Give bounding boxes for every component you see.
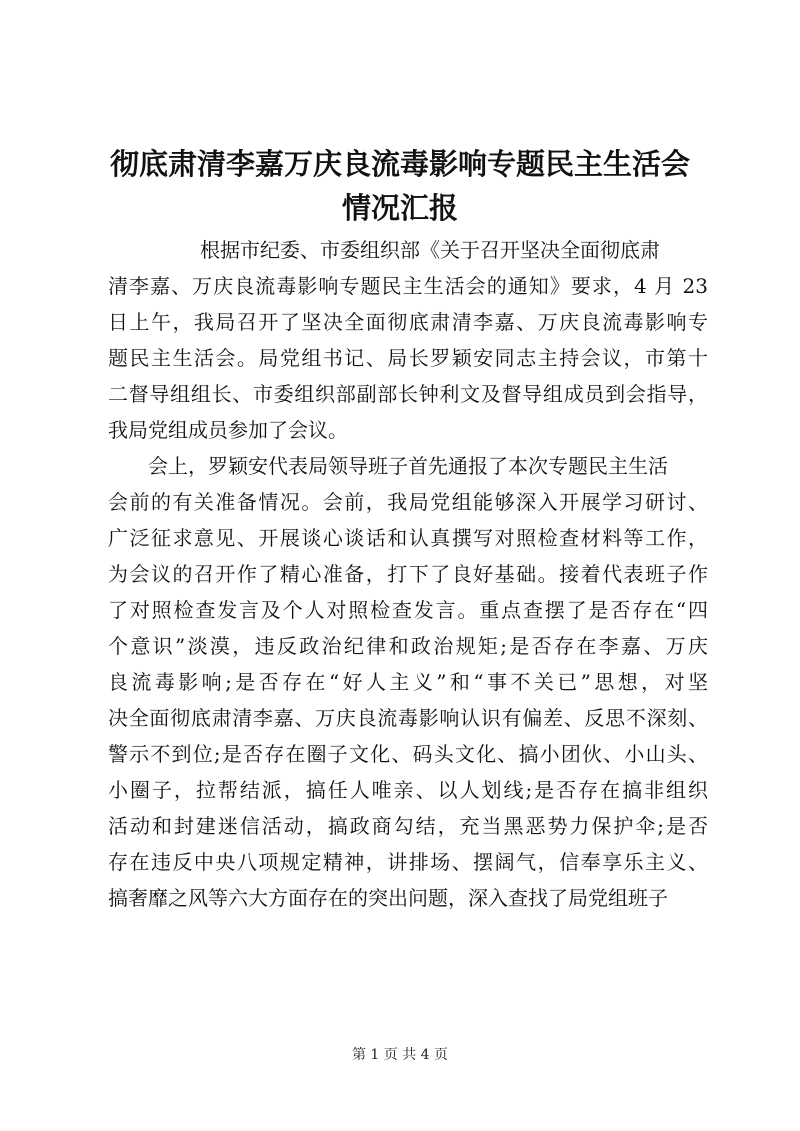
document-title [100,142,700,230]
text-line: 会前的有关准备情况。会前，我局党组能够深入开展学习研讨、 [108,490,708,514]
text-line: 为会议的召开作了精心准备，打下了良好基础。接着代表班子作 [108,562,708,586]
page-number: 第 1 页 共 4 页 [351,1047,449,1063]
text-line: 日上午，我局召开了坚决全面彻底肃清李嘉、万庆良流毒影响专 [108,310,708,334]
text-line: 清李嘉、万庆良流毒影响专题民主生活会的通知》要求，4 月 23 [108,274,708,298]
text-line: 二督导组组长、市委组织部副部长钟利文及督导组成员到会指导， [108,382,708,406]
text-line: 根据市纪委、市委组织部《关于召开坚决全面彻底肃 [200,238,660,262]
text-line: 了对照检查发言及个人对照检查发言。重点查摆了是否存在“四 [108,598,708,622]
text-line: 活动和封建迷信活动，搞政商勾结，充当黑恶势力保护伞;是否 [108,814,708,838]
paragraph-1 [108,232,708,448]
text-line: 警示不到位;是否存在圈子文化、码头文化、搞小团伙、小山头、 [108,742,708,766]
text-line: 会上，罗颖安代表局领导班子首先通报了本次专题民主生活 [148,454,668,478]
paragraph-2 [108,448,708,916]
text-line: 小圈子，拉帮结派，搞任人唯亲、以人划线;是否存在搞非组织 [108,778,708,802]
text-line: 存在违反中央八项规定精神，讲排场、摆阔气，信奉享乐主义、 [108,850,708,874]
title-line: 情况汇报 [341,191,458,225]
document-body [108,232,708,916]
text-line: 搞奢靡之风等六大方面存在的突出问题，深入查找了局党组班子 [108,886,668,910]
text-line: 广泛征求意见、开展谈心谈话和认真撰写对照检查材料等工作， [108,526,708,550]
text-line: 题民主生活会。局党组书记、局长罗颖安同志主持会议，市第十 [108,346,708,370]
text-line: 个意识”淡漠，违反政治纪律和政治规矩;是否存在李嘉、万庆 [108,634,708,658]
title-line: 彻底肃清李嘉万庆良流毒影响专题民主生活会 [109,147,690,181]
text-line: 我局党组成员参加了会议。 [108,418,348,442]
text-line: 决全面彻底肃清李嘉、万庆良流毒影响认识有偏差、反思不深刻、 [108,706,708,730]
text-line: 良流毒影响;是否存在“好人主义”和“事不关已”思想，对坚 [108,670,708,694]
